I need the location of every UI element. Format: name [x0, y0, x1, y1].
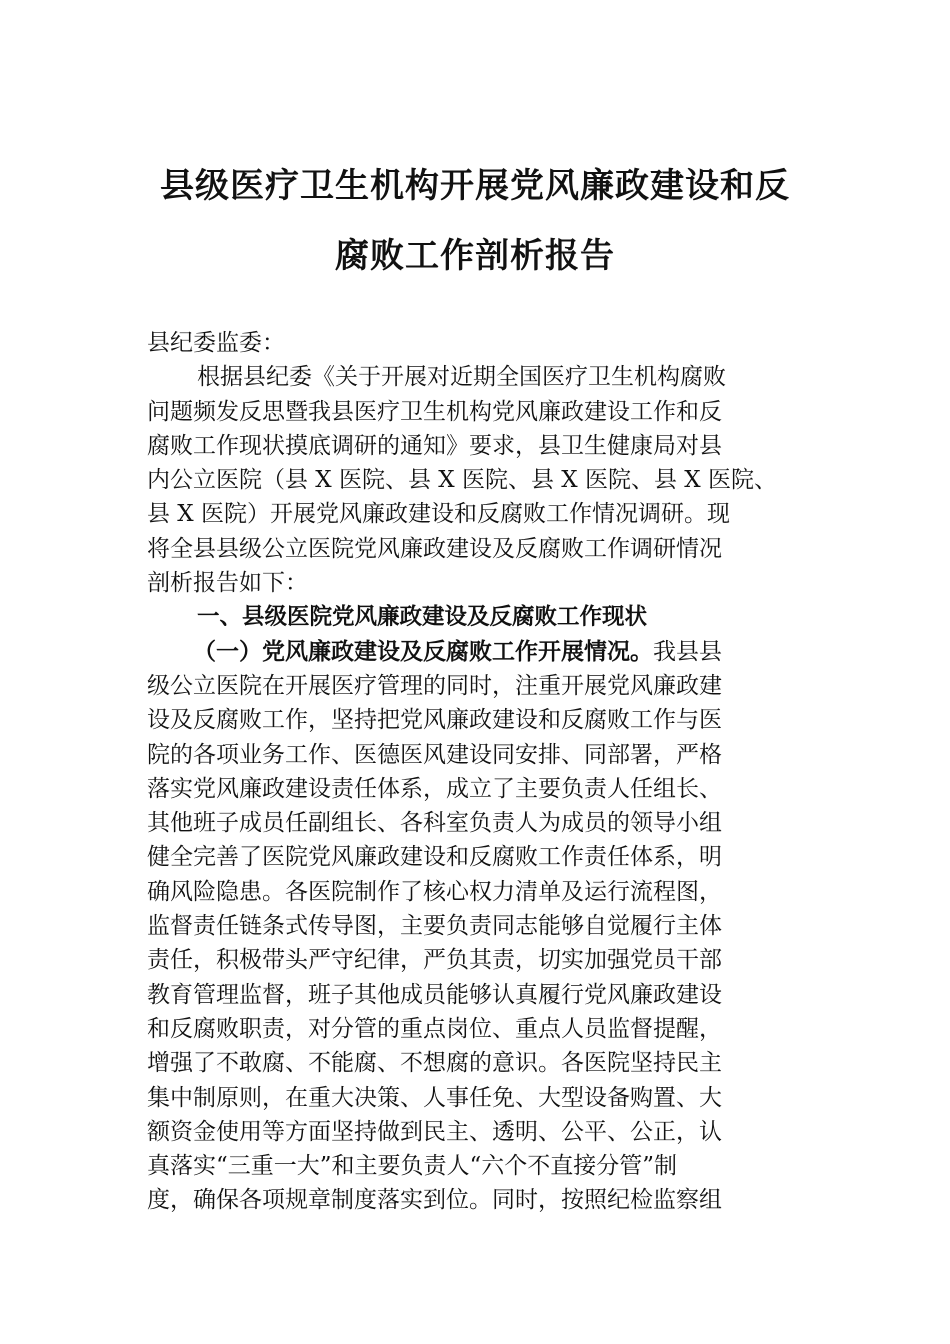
paragraph-2-line: 集中制原则，在重大决策、人事任免、大型设备购置、大: [147, 1084, 722, 1111]
paragraph-2-line: 级公立医院在开展医疗管理的同时，注重开展党风廉政建: [147, 672, 722, 699]
paragraph-1-line: 问题频发反思暨我县医疗卫生机构党风廉政建设工作和反: [147, 398, 722, 425]
salutation: 县纪委监委：: [147, 330, 285, 356]
paragraph-2-line: 责任，积极带头严守纪律，严负其责，切实加强党员干部: [147, 947, 722, 974]
paragraph-1-line: 将全县县级公立医院党风廉政建设及反腐败工作调研情况: [147, 535, 722, 562]
paragraph-2-line: 落实党风廉政建设责任体系，成立了主要负责人任组长、: [147, 775, 722, 802]
paragraph-1-line: 腐败工作现状摸底调研的通知》要求，县卫生健康局对县: [147, 432, 722, 459]
paragraph-2-line: 和反腐败职责，对分管的重点岗位、重点人员监督提醒，: [147, 1015, 722, 1042]
paragraph-2-line: 额资金使用等方面坚持做到民主、透明、公平、公正，认: [147, 1118, 722, 1145]
document-body: [147, 326, 812, 1218]
paragraph-2-line: 其他班子成员任副组长、各科室负责人为成员的领导小组: [147, 810, 722, 837]
paragraph-2-line: 院的各项业务工作、医德医风建设同安排、同部署，严格: [147, 741, 722, 768]
section-heading-1: 一、县级医院党风廉政建设及反腐败工作现状: [197, 604, 648, 631]
paragraph-1-line: 内公立医院（县 X 医院、县 X 医院、县 X 医院、县 X 医院、: [147, 467, 777, 494]
document-title-line-2: 腐败工作剖析报告: [335, 236, 615, 276]
paragraph-1-line: 剖析报告如下：: [147, 570, 308, 597]
paragraph-2-line: 监督责任链条式传导图，主要负责同志能够自觉履行主体: [147, 913, 722, 940]
paragraph-2-line: 真落实“三重一大”和主要负责人“六个不直接分管”制: [147, 1153, 678, 1180]
subsection-heading: （一）党风廉政建设及反腐败工作开展情况。: [193, 637, 653, 665]
paragraph-2-first-line-text: 我县县: [653, 638, 722, 665]
paragraph-2-line: 增强了不敢腐、不能腐、不想腐的意识。各医院坚持民主: [147, 1050, 722, 1077]
paragraph-2-line: 度，确保各项规章制度落实到位。同时，按照纪检监察组: [147, 1187, 722, 1214]
paragraph-2-line: 确风险隐患。各医院制作了核心权力清单及运行流程图，: [147, 878, 722, 905]
paragraph-2-line: 教育管理监督，班子其他成员能够认真履行党风廉政建设: [147, 981, 722, 1008]
paragraph-2-line: 设及反腐败工作，坚持把党风廉政建设和反腐败工作与医: [147, 707, 722, 734]
paragraph-1-line: 县 X 医院）开展党风廉政建设和反腐败工作情况调研。现: [147, 501, 730, 528]
paragraph-1-line: 根据县纪委《关于开展对近期全国医疗卫生机构腐败: [197, 364, 726, 391]
document-title-line-1: 县级医疗卫生机构开展党风廉政建设和反: [160, 166, 790, 206]
paragraph-2-first-line: [147, 635, 812, 669]
paragraph-2-line: 健全完善了医院党风廉政建设和反腐败工作责任体系，明: [147, 844, 722, 871]
